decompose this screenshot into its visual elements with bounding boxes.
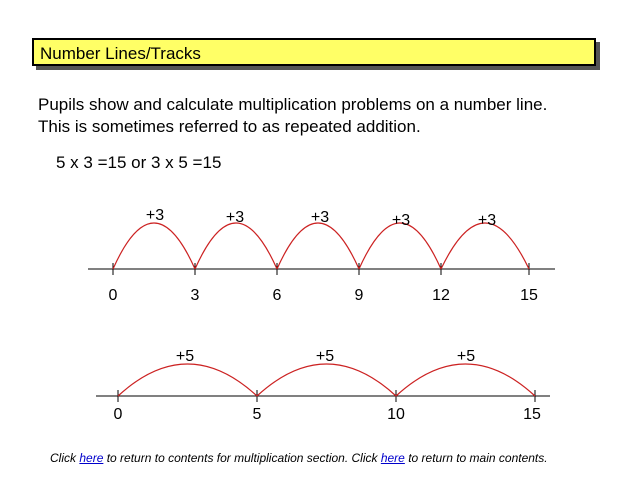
main-contents-link[interactable]: here <box>380 451 405 465</box>
threes-tick-label: 6 <box>272 287 282 304</box>
fives-tick-label: 10 <box>387 406 405 423</box>
threes-jump-arc <box>441 223 529 269</box>
threes-jump-arc <box>195 223 277 269</box>
threes-jump-arc <box>359 223 441 269</box>
contents-multiplication-link[interactable]: here <box>79 451 104 465</box>
threes-jump-label: +3 <box>145 207 165 224</box>
fives-jump-label: +5 <box>175 348 195 365</box>
threes-tick-label: 9 <box>354 287 364 304</box>
fives-tick-label: 5 <box>252 406 262 423</box>
threes-tick-label: 0 <box>108 287 118 304</box>
footer-note <box>50 451 548 465</box>
fives-jump-arc <box>396 364 535 396</box>
number-line-fives <box>96 348 550 423</box>
page-title: Number Lines/Tracks <box>40 44 201 63</box>
number-line-threes <box>88 207 555 304</box>
intro-line-1: Pupils show and calculate multiplication problems on a number line. <box>38 95 548 114</box>
footer-text-2: to return to contents for multiplication section. Click <box>103 451 381 465</box>
threes-jump-label: +3 <box>225 209 245 226</box>
footer-text-1: Click <box>50 451 80 465</box>
threes-tick-label: 15 <box>520 287 538 304</box>
equation: 5 x 3 =15 or 3 x 5 =15 <box>56 153 222 172</box>
threes-jump-label: +3 <box>310 209 330 226</box>
fives-jump-label: +5 <box>456 348 476 365</box>
footer-text-3: to return to main contents. <box>404 451 548 465</box>
fives-tick-label: 15 <box>523 406 541 423</box>
threes-tick-label: 12 <box>432 287 450 304</box>
fives-jump-arc <box>118 364 257 396</box>
fives-jump-arc <box>257 364 396 396</box>
threes-jump-arc <box>113 223 195 269</box>
intro-line-2: This is sometimes referred to as repeated addition. <box>38 117 421 136</box>
fives-jump-label: +5 <box>315 348 335 365</box>
threes-tick-label: 3 <box>190 287 200 304</box>
fives-tick-label: 0 <box>113 406 123 423</box>
threes-jump-arc <box>277 223 359 269</box>
threes-jump-label: +3 <box>477 212 497 229</box>
threes-jump-label: +3 <box>391 212 411 229</box>
